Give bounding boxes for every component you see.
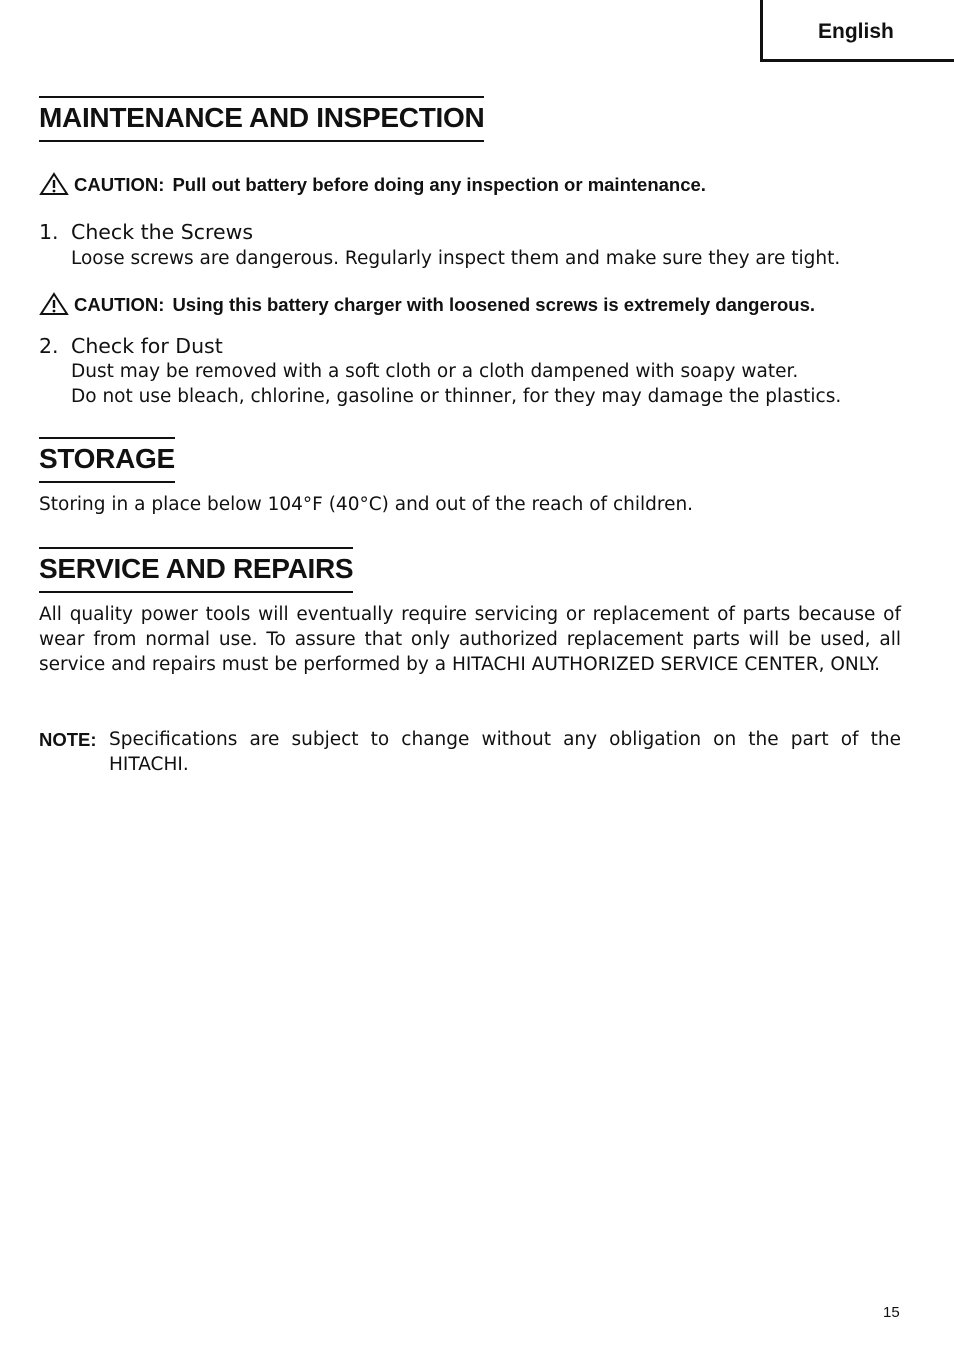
item-title-check-screws: Check the Screws (71, 220, 254, 244)
warning-triangle-icon (39, 172, 69, 196)
service-text: All quality power tools will eventually require servicing or replacement of parts because of wear from normal use. To assure that only authorized replacement parts will be used, all service and repairs must be performed by a HITACHI AUTHORIZED SERVICE CENTER, ONLY. (39, 604, 901, 675)
warning-triangle-icon (39, 292, 69, 316)
item-number: 1. (39, 220, 59, 244)
caution-battery (39, 172, 706, 196)
item-title-check-dust: Check for Dust (71, 334, 223, 358)
item-text-dust-line1: Dust may be removed with a soft cloth or a cloth dampened with soapy water. (71, 361, 799, 382)
note-text: Specifications are subject to change without any obligation on the part of the HITACHI. (109, 729, 901, 775)
storage-heading: STORAGE (39, 437, 175, 483)
language-label: English (818, 20, 894, 43)
note-label: NOTE: (39, 729, 97, 750)
caution-label: CAUTION: (74, 294, 165, 315)
item-number: 2. (39, 334, 59, 358)
item-text-check-screws: Loose screws are dangerous. Regularly inspect them and make sure they are tight. (71, 248, 841, 269)
language-tab (760, 0, 954, 62)
item-text-dust-line2: Do not use bleach, chlorine, gasoline or thinner, for they may damage the plastics. (71, 386, 842, 407)
caution-text: Using this battery charger with loosened screws is extremely dangerous. (172, 294, 816, 315)
storage-text: Storing in a place below 104°F (40°C) and out of the reach of children. (39, 494, 694, 515)
service-heading: SERVICE AND REPAIRS (39, 547, 353, 593)
maintenance-heading: MAINTENANCE AND INSPECTION (39, 96, 484, 142)
page-number: 15 (883, 1304, 900, 1321)
caution-label: CAUTION: (74, 174, 165, 195)
caution-text: Pull out battery before doing any inspection or maintenance. (172, 174, 706, 195)
caution-loose-screws (39, 292, 815, 316)
